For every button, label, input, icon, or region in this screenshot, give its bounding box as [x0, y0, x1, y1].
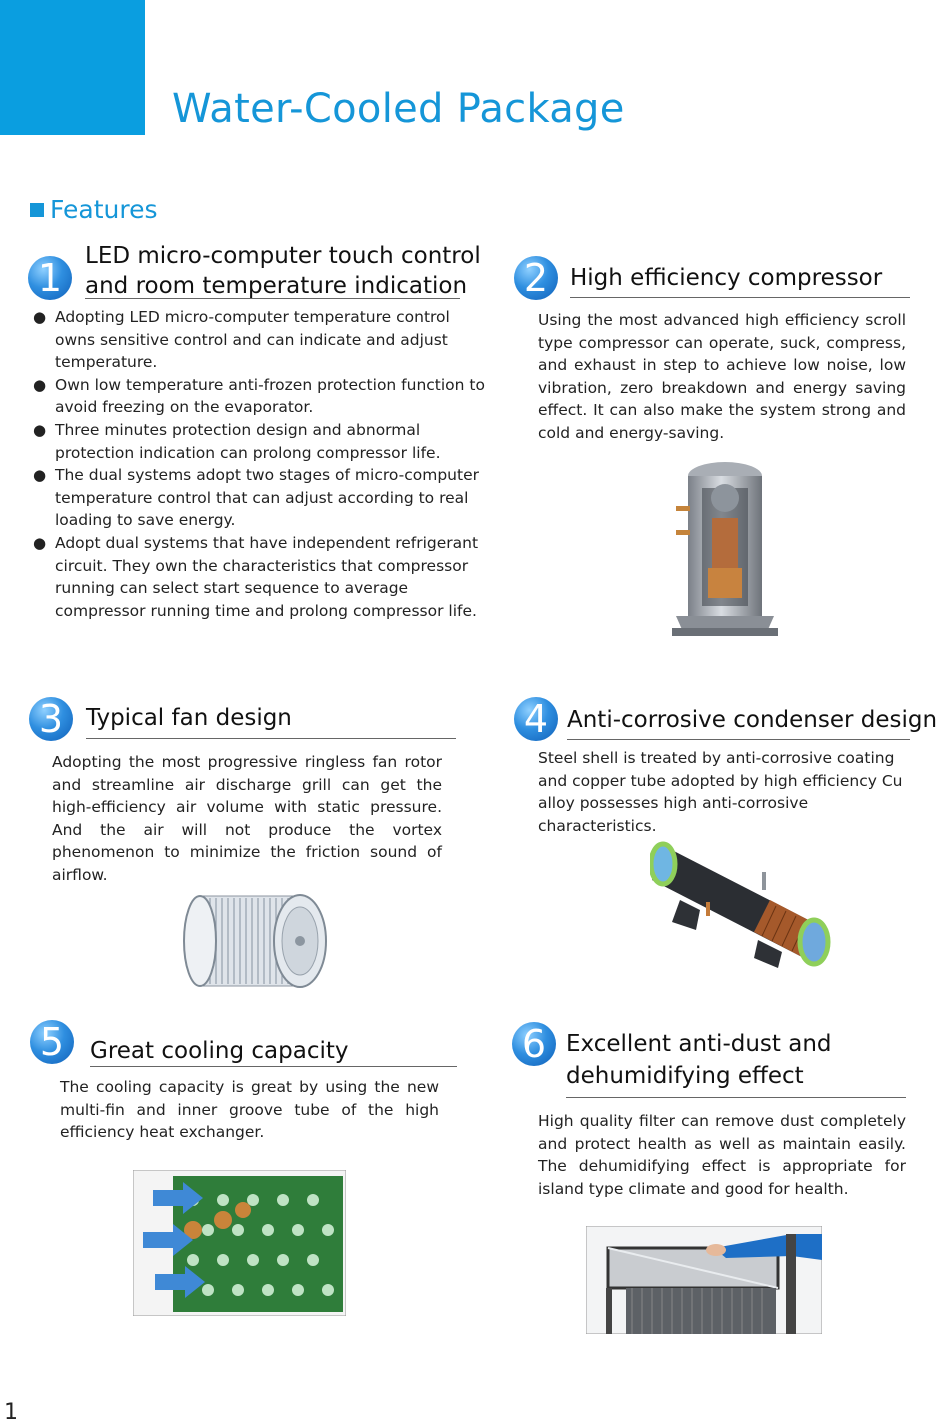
feature-bullet-list [33, 306, 488, 622]
bullet-item: ● The dual systems adopt two stages of micro-computer temperature control that can adjust according to real loading to save energy. [33, 464, 488, 532]
page-title: Water-Cooled Package [172, 86, 625, 132]
title-underline [566, 1097, 906, 1098]
feature-description: Using the most advanced high efficiency scroll type compressor can operate, suck, compress, and exhaust in step to achieve low noise, low vibration, zero breakdown and energy saving effect. It can also make the system strong and cold and energy-saving. [538, 311, 906, 442]
feature-description: High quality filter can remove dust completely and protect health as well as maintain easily. The dehumidifying effect is appropriate for island type climate and good for health. [538, 1112, 906, 1198]
feature-title: Typical fan design [86, 705, 292, 731]
title-underline [567, 739, 910, 740]
feature-number-badge: 5 [30, 1020, 74, 1064]
square-bullet-icon [30, 203, 44, 217]
page-number: 1 [4, 1400, 18, 1425]
feature-number-badge: 6 [512, 1022, 556, 1066]
condenser-image [650, 840, 835, 970]
fan-rotor-image [180, 888, 330, 994]
feature-description: Steel shell is treated by anti-corrosive coating and copper tube adopted by high efficiency Cu alloy possesses high anti-corrosive characteristics. [538, 749, 903, 835]
feature-description: The cooling capacity is great by using the new multi-fin and inner groove tube of the high efficiency heat exchanger. [60, 1078, 439, 1142]
feature-title-line2: dehumidifying effect [566, 1063, 804, 1089]
feature-title: LED micro-computer touch control [85, 243, 481, 269]
heat-exchanger-image [133, 1170, 346, 1316]
feature-title-line2: and room temperature indication [85, 273, 468, 299]
header-color-block [0, 0, 145, 135]
feature-title: Great cooling capacity [90, 1038, 349, 1064]
air-filter-image [586, 1226, 822, 1334]
feature-description: Adopting the most progressive ringless fan rotor and streamline air discharge grill can get the high-efficiency air volume with static pressure. And the air will not produce the vortex phenomenon to minimize the friction sound of airflow. [52, 753, 442, 884]
feature-title: Anti-corrosive condenser design [567, 707, 938, 733]
feature-title: High efficiency compressor [570, 265, 883, 291]
scroll-compressor-image [672, 458, 778, 642]
feature-number-badge: 4 [514, 697, 558, 741]
feature-number-badge: 1 [28, 256, 72, 300]
title-underline [86, 738, 456, 739]
bullet-item: ● Adopt dual systems that have independent refrigerant circuit. They own the characteristics that compressor running can select start sequence to average compressor running time and prolong compressor life. [33, 532, 488, 622]
bullet-item: ● Three minutes protection design and abnormal protection indication can prolong compressor life. [33, 419, 488, 464]
feature-title: Excellent anti-dust and [566, 1031, 832, 1057]
features-label: Features [50, 195, 158, 224]
bullet-item: ● Own low temperature anti-frozen protection function to avoid freezing on the evaporator. [33, 374, 488, 419]
title-underline [85, 298, 460, 299]
feature-number-badge: 2 [514, 256, 558, 300]
bullet-item: ● Adopting LED micro-computer temperature control owns sensitive control and can indicate and adjust temperature. [33, 306, 488, 374]
features-heading [30, 195, 158, 224]
title-underline [570, 297, 910, 298]
feature-number-badge: 3 [29, 697, 73, 741]
title-underline [90, 1066, 457, 1067]
